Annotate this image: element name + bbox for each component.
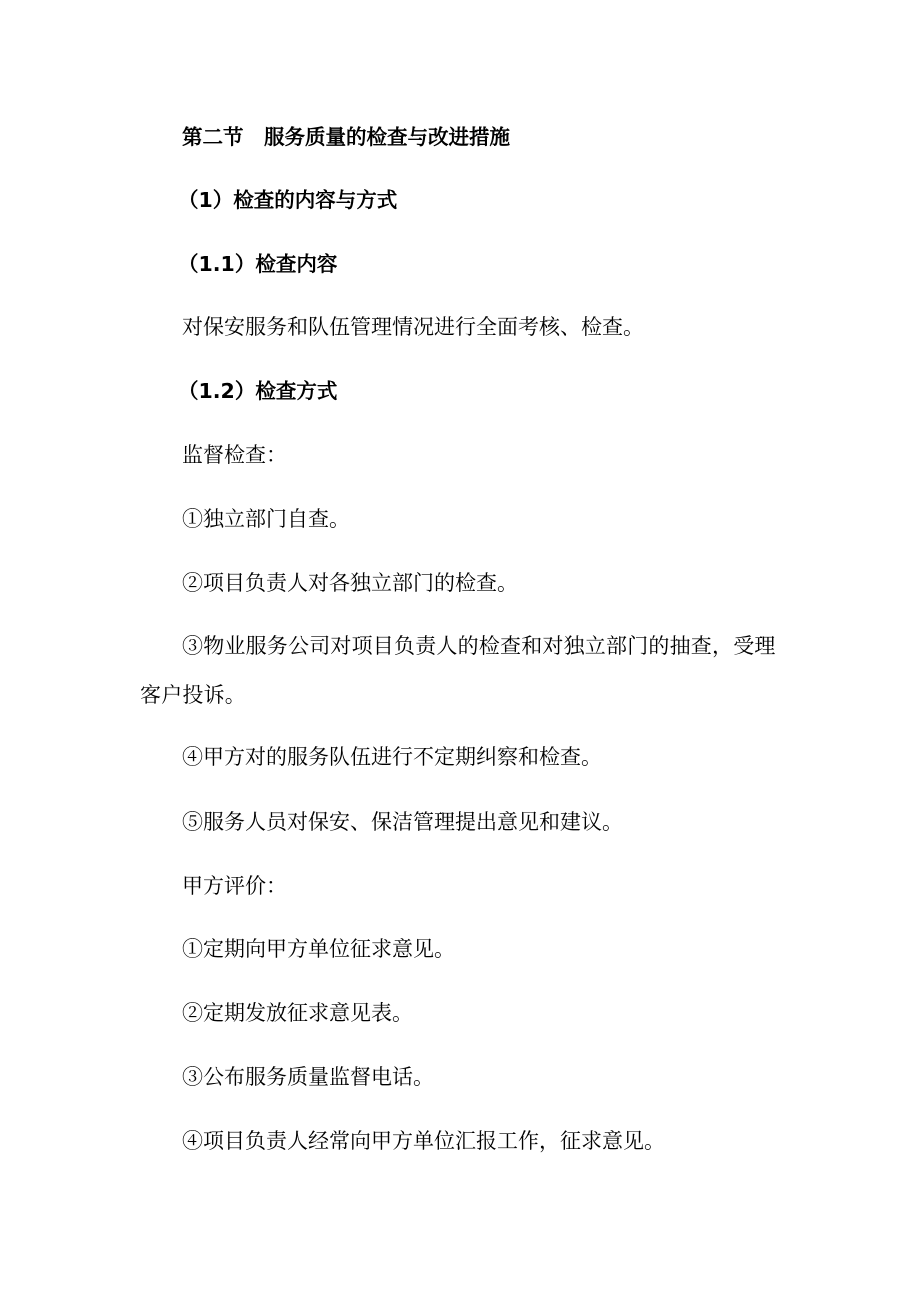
supervision-item: ⑤服务人员对保安、保洁管理提出意见和建议。 — [182, 810, 623, 834]
supervision-item: ③物业服务公司对项目负责人的检查和对独立部门的抽查，受理客户投诉。 — [140, 634, 776, 707]
supervision-item: ④甲方对的服务队伍进行不定期纠察和检查。 — [182, 745, 602, 769]
heading-1-2: （1.2）检查方式 — [178, 379, 338, 403]
heading-1: （1）检查的内容与方式 — [178, 188, 398, 212]
evaluation-item: ③公布服务质量监督电话。 — [182, 1065, 434, 1089]
section-title: 第二节 服务质量的检查与改进措施 — [182, 125, 510, 149]
supervision-item: ①独立部门自查。 — [182, 507, 350, 531]
supervision-item: ②项目负责人对各独立部门的检查。 — [182, 571, 518, 595]
heading-1-1: （1.1）检查内容 — [178, 252, 338, 276]
supervision-label: 监督检查： — [182, 443, 287, 467]
evaluation-item: ④项目负责人经常向甲方单位汇报工作，征求意见。 — [182, 1129, 665, 1153]
evaluation-item: ②定期发放征求意见表。 — [182, 1001, 413, 1025]
evaluation-label: 甲方评价： — [182, 874, 287, 898]
content-1-1: 对保安服务和队伍管理情况进行全面考核、检查。 — [182, 315, 644, 339]
evaluation-item: ①定期向甲方单位征求意见。 — [182, 937, 455, 961]
